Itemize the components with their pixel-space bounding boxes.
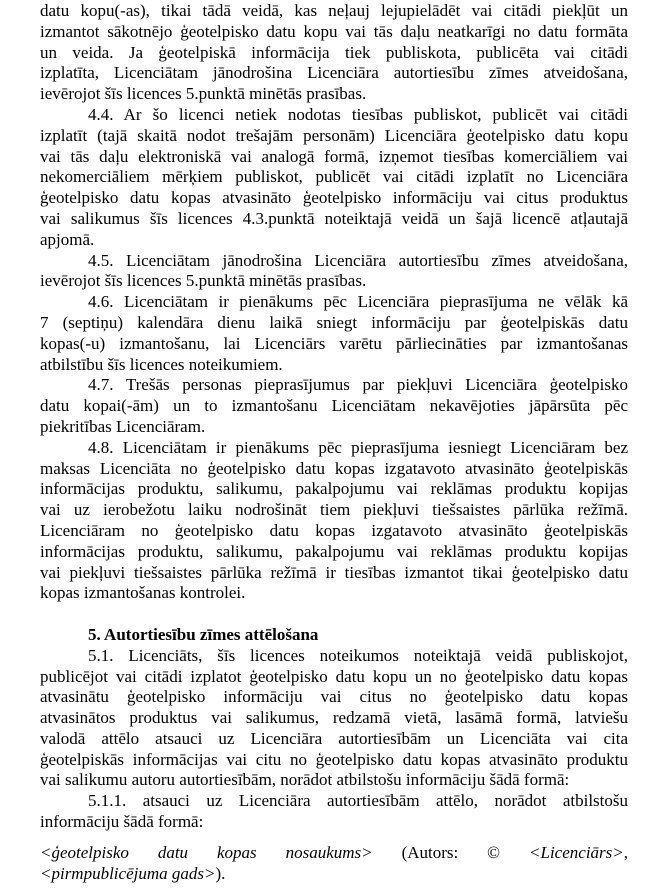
- text-line: publicējot vai citādi izplatot ģeotelpisko datu kopu un no ģeotelpisko datu kopas: [40, 666, 628, 686]
- text-line: un veida. Ja ģeotelpiskā informācija tiek publiskota, publicēta vai citādi: [40, 42, 628, 62]
- text-line: ievērojot šīs licences 5.punktā minētās prasības.: [40, 84, 367, 104]
- text-line: atbilstību šīs licences noteikumiem.: [40, 354, 283, 374]
- text-line: ģeotelpisko datu kopas atvasināto ģeotelpisko informāciju vai citus produktus: [40, 188, 628, 208]
- paragraph: [40, 791, 628, 833]
- text-span: (Autors: ©: [372, 842, 530, 862]
- text-line: izplatīta, Licenciātam jānodrošina Licenciāra autortiesību zīmes atveidošana,: [40, 63, 628, 83]
- text-line: 4.7. Trešās personas pieprasījumus par piekļuvi Licenciāra ģeotelpisko: [88, 375, 628, 395]
- text-line: datu kopu(-as), tikai tādā veidā, kas neļauj lejupielādēt vai citādi piekļūt un: [40, 1, 628, 20]
- document-page: [40, 1, 628, 884]
- paragraph: [40, 646, 628, 792]
- text-line: informācijas produktu, salikumu, pakalpojumu vai reklāmas produktu kopijas: [40, 479, 628, 499]
- spacer: [40, 833, 628, 843]
- text-line: atvasinātu ģeotelpisko informāciju vai citus no ģeotelpisko datu kopas: [40, 687, 628, 707]
- text-span: ,: [623, 842, 628, 862]
- paragraph: [40, 292, 628, 375]
- text-line: kopas(-u) izmantošanu, lai Licenciārs varētu pārliecināties par izmantošanas: [40, 333, 628, 353]
- text-line: nekomerciāliem mērķiem publiskot, publicēt vai citādi izplatīt no Licenciāra: [40, 167, 628, 187]
- placeholder-text: <ģeotelpisko datu kopas nosaukums>: [40, 842, 373, 862]
- paragraph: [40, 375, 628, 437]
- text-line: 7 (septiņu) kalendāra dienu laikā sniegt informāciju par ģeotelpiskās datu: [40, 312, 628, 332]
- text-line: 5.1.1. atsauci uz Licenciāra autortiesībām attēlo, norādot atbilstošu: [88, 791, 628, 811]
- text-line: [40, 843, 628, 864]
- paragraph: [40, 1, 628, 105]
- placeholder-text: <Licenciārs>: [529, 842, 624, 862]
- paragraph: [40, 251, 628, 293]
- text-line: informāciju šādā formā:: [40, 812, 204, 832]
- text-line: valodā attēlo atsauci uz Licenciāra autortiesībām un Licenciāta vai cita: [40, 728, 628, 748]
- text-line: apjomā.: [40, 229, 95, 249]
- placeholder-text: <pirmpublicējuma gads>: [40, 863, 216, 883]
- attribution-formula: [40, 843, 628, 885]
- text-line: atvasinātos produktus vai salikumus, redzamā vietā, lasāmā formā, latviešu: [40, 708, 628, 728]
- text-line: ģeotelpiskās informācijas vai citu no ģeotelpisko datu kopas atvasināto produktu: [40, 749, 628, 769]
- text-line: piekritības Licenciāram.: [40, 416, 206, 436]
- text-line: 4.6. Licenciātam ir pienākums pēc Licenciāra pieprasījuma ne vēlāk kā: [88, 292, 628, 312]
- text-line: vai salikumu autoru autortiesībām, norādot atbilstošu informāciju šādā formā:: [40, 770, 570, 790]
- paragraph: [40, 105, 628, 251]
- text-line: Licenciāram no ģeotelpisko datu kopas izgatavoto atvasināto ģeotelpiskās: [40, 520, 628, 540]
- text-line: izmantot sākotnējo ģeotelpisko datu kopu vai tās daļu neatkarīgi no datu formāta: [40, 21, 628, 41]
- text-line: informācijas produktu, salikumu, pakalpojumu vai reklāmas produktu kopijas: [40, 541, 628, 561]
- text-line: izplatīt (tajā skaitā nodot trešajām personām) Licenciāra ģeotelpisko datu kopu: [40, 125, 628, 145]
- text-line: maksas Licenciāta no ģeotelpisko datu kopas izgatavoto atvasināto ģeotelpiskās: [40, 458, 628, 478]
- text-line: datu kopai(-ām) un to izmantošanu Licenciātam nekavējoties jāpārsūta pēc: [40, 396, 628, 416]
- text-line: 5.1. Licenciāts, šīs licences noteikumos noteiktajā veidā publiskojot,: [88, 645, 628, 665]
- text-line: [40, 864, 628, 885]
- text-line: 4.5. Licenciātam jānodrošina Licenciāra autortiesību zīmes atveidošana,: [88, 250, 628, 270]
- paragraph: [40, 438, 628, 604]
- text-line: kopas izmantošanas kontrolei.: [40, 583, 246, 603]
- text-line: vai uz ierobežotu laiku nodrošināt tiem piekļuvi tiešsaistes pārlūka režīmā.: [40, 500, 628, 520]
- section-heading: 5. Autortiesību zīmes attēlošana: [88, 624, 319, 644]
- spacer: [40, 604, 628, 625]
- text-line: vai piekļuvi tiešsaistes pārlūka režīmā ir tiesības izmantot tikai ģeotelpisko datu: [40, 562, 628, 582]
- text-line: 4.4. Ar šo licenci netiek nodotas tiesības publiskot, publicēt vai citādi: [88, 104, 628, 124]
- text-line: ievērojot šīs licences 5.punktā minētās prasības.: [40, 271, 367, 291]
- text-line: vai tās daļu elektroniskā vai analogā formā, izņemot tiesības komerciāliem vai: [40, 146, 628, 166]
- text-line: vai salikumus šīs licences 4.3.punktā noteiktajā veidā un šajā licencē atļautajā: [40, 208, 628, 228]
- text-span: ).: [215, 863, 226, 883]
- text-line: 4.8. Licenciātam ir pienākums pēc pieprasījuma iesniegt Licenciāram bez: [88, 437, 628, 457]
